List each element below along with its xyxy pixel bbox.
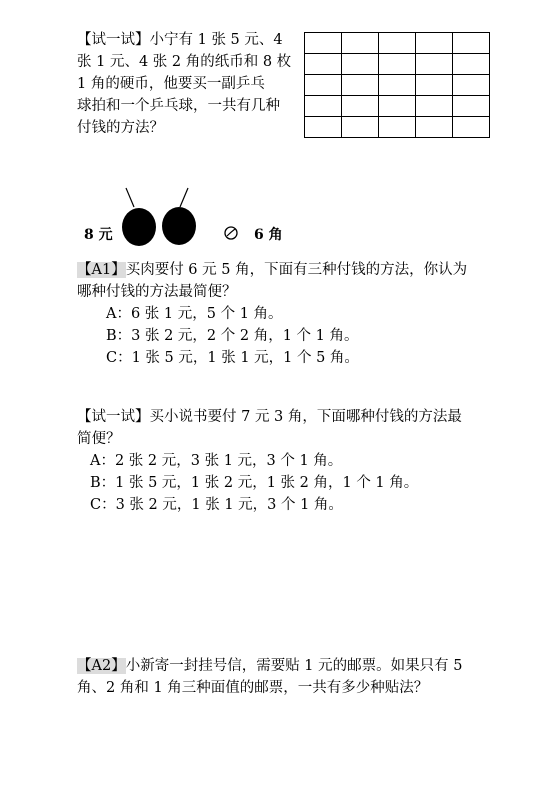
- grid-row: [305, 54, 490, 75]
- a1-option-b: B：3 张 2 元，2 个 2 角，1 个 1 角。: [106, 328, 359, 344]
- grid-cell: [342, 96, 379, 117]
- problem1-tag: 【试一试】: [77, 32, 150, 48]
- answer-grid: [304, 32, 490, 138]
- problem2-option-a: A：2 张 2 元，3 张 1 元，3 个 1 角。: [90, 453, 343, 469]
- grid-cell: [453, 96, 490, 117]
- a2-line-1: 【A2】小新寄一封挂号信，需要贴 1 元的邮票。如果只有 5: [77, 658, 463, 674]
- a1-line-2: 哪种付钱的方法最简便？: [77, 284, 237, 300]
- grid-cell: [379, 117, 416, 138]
- grid-row: [305, 96, 490, 117]
- grid-row: [305, 75, 490, 96]
- racket-price-label: 8 元: [84, 227, 113, 243]
- grid-cell: [453, 75, 490, 96]
- grid-cell: [342, 117, 379, 138]
- grid-cell: [305, 117, 342, 138]
- grid-cell: [379, 75, 416, 96]
- grid-row: [305, 117, 490, 138]
- problem1-line-3: 1 角的硬币，他要买一副乒乓: [77, 76, 265, 92]
- problem1-line-4: 球拍和一个乒乓球，一共有几种: [77, 98, 280, 114]
- grid-cell: [305, 54, 342, 75]
- problem1-line-2: 张 1 元、4 张 2 角的纸币和 8 枚: [77, 54, 292, 70]
- grid-cell: [416, 75, 453, 96]
- grid-cell: [305, 96, 342, 117]
- problem2-line-1: 【试一试】买小说书要付 7 元 3 角，下面哪种付钱的方法最: [77, 409, 462, 425]
- ping-pong-rackets-icon: [118, 185, 208, 249]
- grid-cell: [453, 54, 490, 75]
- a1-line-1: 【A1】买肉要付 6 元 5 角，下面有三种付钱的方法，你认为: [77, 262, 468, 278]
- grid-cell: [305, 33, 342, 54]
- a2-tag: 【A2】: [77, 658, 126, 674]
- grid-cell: [416, 117, 453, 138]
- grid-row: [305, 33, 490, 54]
- a1-option-a: A：6 张 1 元，5 个 1 角。: [106, 306, 283, 322]
- problem1-line-1: 【试一试】小宁有 1 张 5 元、4: [77, 32, 283, 48]
- problem1-line-5: 付钱的方法？: [77, 120, 164, 136]
- a1-tag: 【A1】: [77, 262, 126, 278]
- grid-cell: [379, 96, 416, 117]
- grid-cell: [416, 33, 453, 54]
- grid-cell: [342, 33, 379, 54]
- ball-price-label: 6 角: [254, 227, 283, 243]
- grid-cell: [416, 96, 453, 117]
- grid-cell: [379, 54, 416, 75]
- grid-cell: [342, 75, 379, 96]
- a1-option-c: C：1 张 5 元，1 张 1 元，1 个 5 角。: [106, 350, 359, 366]
- grid-cell: [342, 54, 379, 75]
- problem2-line-2: 简便？: [77, 431, 121, 447]
- grid-cell: [305, 75, 342, 96]
- problem2-option-c: C：3 张 2 元，1 张 1 元，3 个 1 角。: [90, 497, 343, 513]
- grid-cell: [453, 33, 490, 54]
- problem2-tag: 【试一试】: [77, 409, 150, 425]
- grid-cell: [416, 54, 453, 75]
- problem2-option-b: B：1 张 5 元，1 张 2 元，1 张 2 角，1 个 1 角。: [90, 475, 419, 491]
- grid-cell: [453, 117, 490, 138]
- ping-pong-ball-icon: [223, 225, 239, 241]
- grid-cell: [379, 33, 416, 54]
- a2-line-2: 角、2 角和 1 角三种面值的邮票，一共有多少种贴法？: [77, 680, 429, 696]
